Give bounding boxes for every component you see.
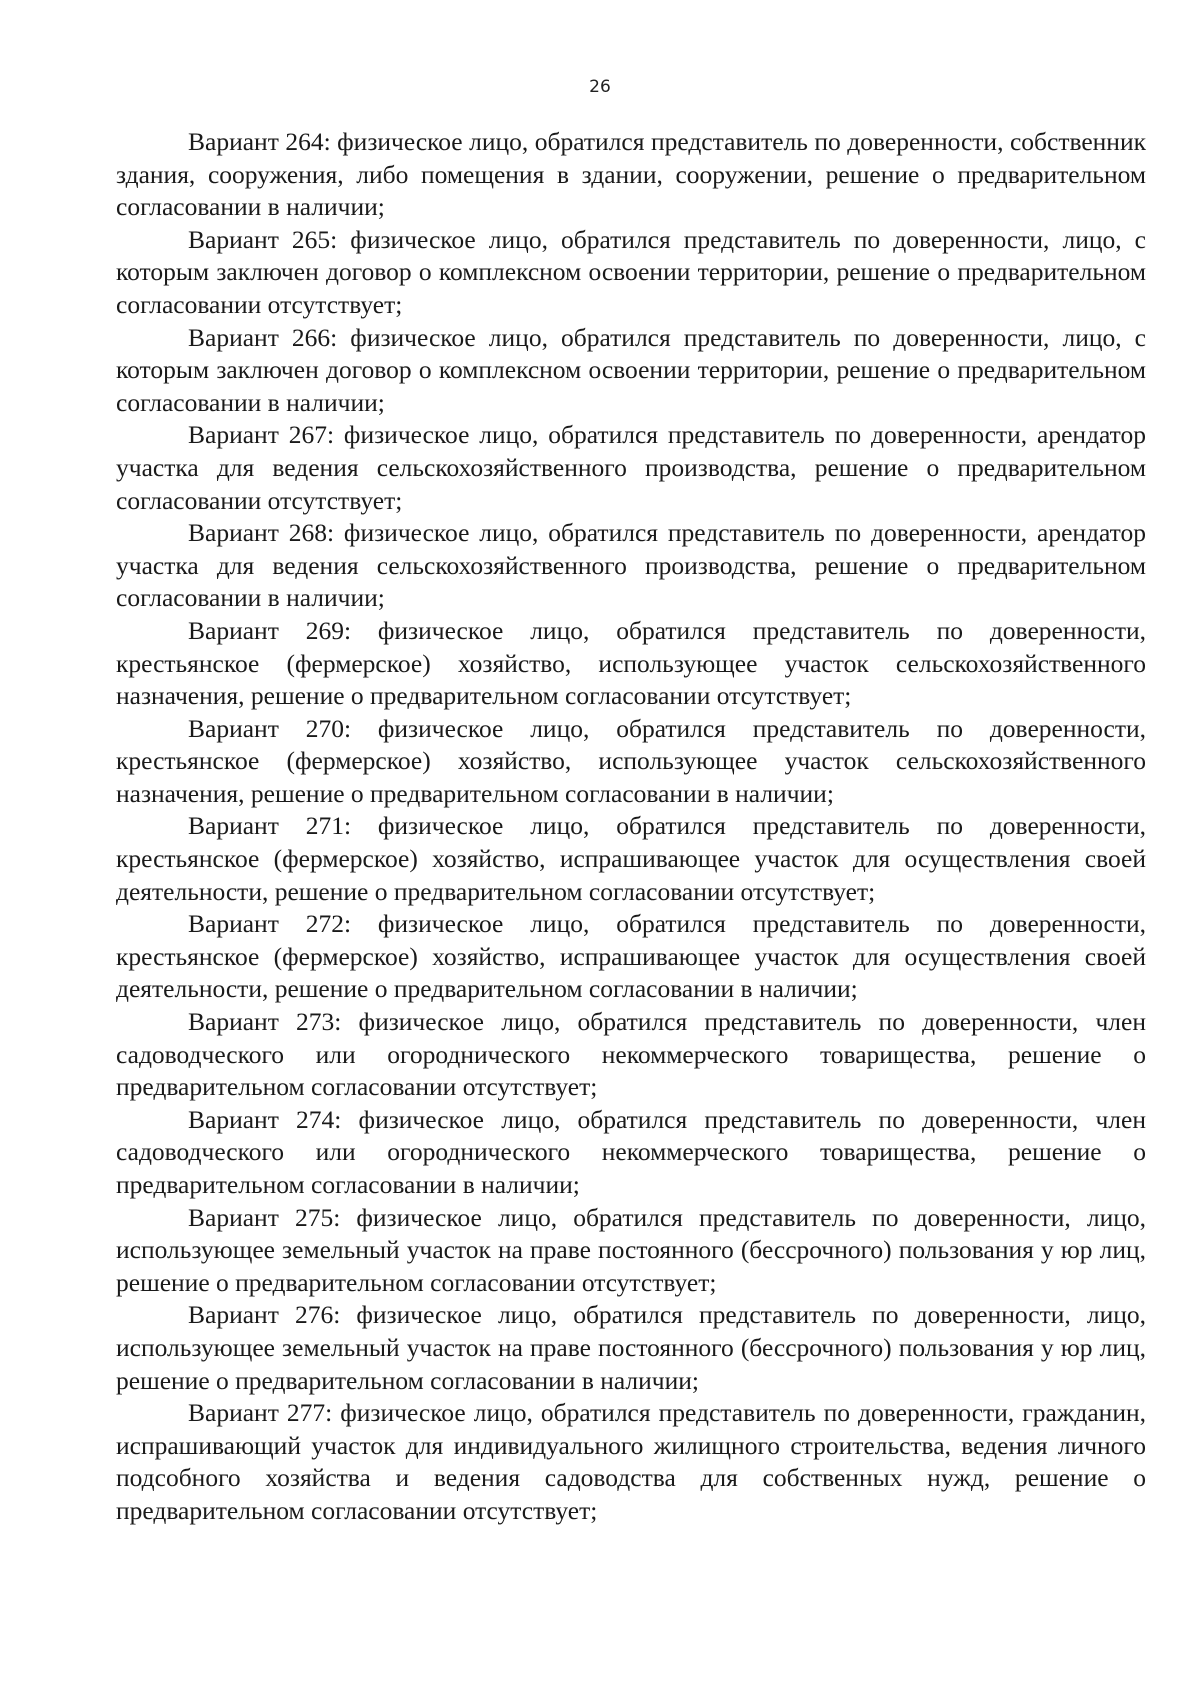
- variant-paragraph-267: Вариант 267: физическое лицо, обратился представитель по доверенности, арендатор участка для ведения сельскохозяйственного производства, решение о предварительном согласовании отсутствует;: [116, 420, 1146, 515]
- variant-paragraph-266: Вариант 266: физическое лицо, обратился представитель по доверенности, лицо, с которым заключен договор о комплексном освоении территории, решение о предварительном согласовании в наличии;: [116, 322, 1146, 417]
- variant-paragraph-271: Вариант 271: физическое лицо, обратился представитель по доверенности, крестьянское (фермерское) хозяйство, испрашивающее участок для осуществления своей деятельности, решение о предварительном согласовании отсутствует;: [116, 811, 1146, 906]
- variant-paragraph-270: Вариант 270: физическое лицо, обратился представитель по доверенности, крестьянское (фермерское) хозяйство, использующее участок сельскохозяйственного назначения, решение о предварительном согласовании в наличии;: [116, 713, 1146, 808]
- variant-paragraph-273: Вариант 273: физическое лицо, обратился представитель по доверенности, член садоводческого или огороднического некоммерческого товарищества, решение о предварительном согласовании отсутствует;: [116, 1007, 1146, 1102]
- variant-paragraph-276: Вариант 276: физическое лицо, обратился представитель по доверенности, лицо, использующее земельный участок на праве постоянного (бессрочного) пользования у юр лиц, решение о предварительном согласовании в наличии;: [116, 1300, 1146, 1395]
- variant-paragraph-264: Вариант 264: физическое лицо, обратился представитель по доверенности, собственник здания, сооружения, либо помещения в здании, сооружении, решение о предварительном согласовании в наличии;: [116, 127, 1146, 222]
- variant-paragraph-274: Вариант 274: физическое лицо, обратился представитель по доверенности, член садоводческого или огороднического некоммерческого товарищества, решение о предварительном согласовании в наличии;: [116, 1104, 1146, 1199]
- variant-paragraph-275: Вариант 275: физическое лицо, обратился представитель по доверенности, лицо, использующее земельный участок на праве постоянного (бессрочного) пользования у юр лиц, решение о предварительном согласовании отсутствует;: [116, 1202, 1146, 1297]
- variant-paragraph-272: Вариант 272: физическое лицо, обратился представитель по доверенности, крестьянское (фермерское) хозяйство, испрашивающее участок для осуществления своей деятельности, решение о предварительном согласовании в наличии;: [116, 909, 1146, 1004]
- document-body: [116, 126, 1146, 1528]
- variant-paragraph-268: Вариант 268: физическое лицо, обратился представитель по доверенности, арендатор участка для ведения сельскохозяйственного производства, решение о предварительном согласовании в наличии;: [116, 518, 1146, 613]
- variant-paragraph-265: Вариант 265: физическое лицо, обратился представитель по доверенности, лицо, с которым заключен договор о комплексном освоении территории, решение о предварительном согласовании отсутствует;: [116, 224, 1146, 319]
- page-number: 26: [589, 77, 611, 97]
- variant-paragraph-277: Вариант 277: физическое лицо, обратился представитель по доверенности, гражданин, испрашивающий участок для индивидуального жилищного строительства, ведения личного подсобного хозяйства и ведения садоводства для собственных нужд, решение о предварительном согласовании отсутствует;: [116, 1398, 1146, 1525]
- variant-paragraph-269: Вариант 269: физическое лицо, обратился представитель по доверенности, крестьянское (фермерское) хозяйство, использующее участок сельскохозяйственного назначения, решение о предварительном согласовании отсутствует;: [116, 615, 1146, 711]
